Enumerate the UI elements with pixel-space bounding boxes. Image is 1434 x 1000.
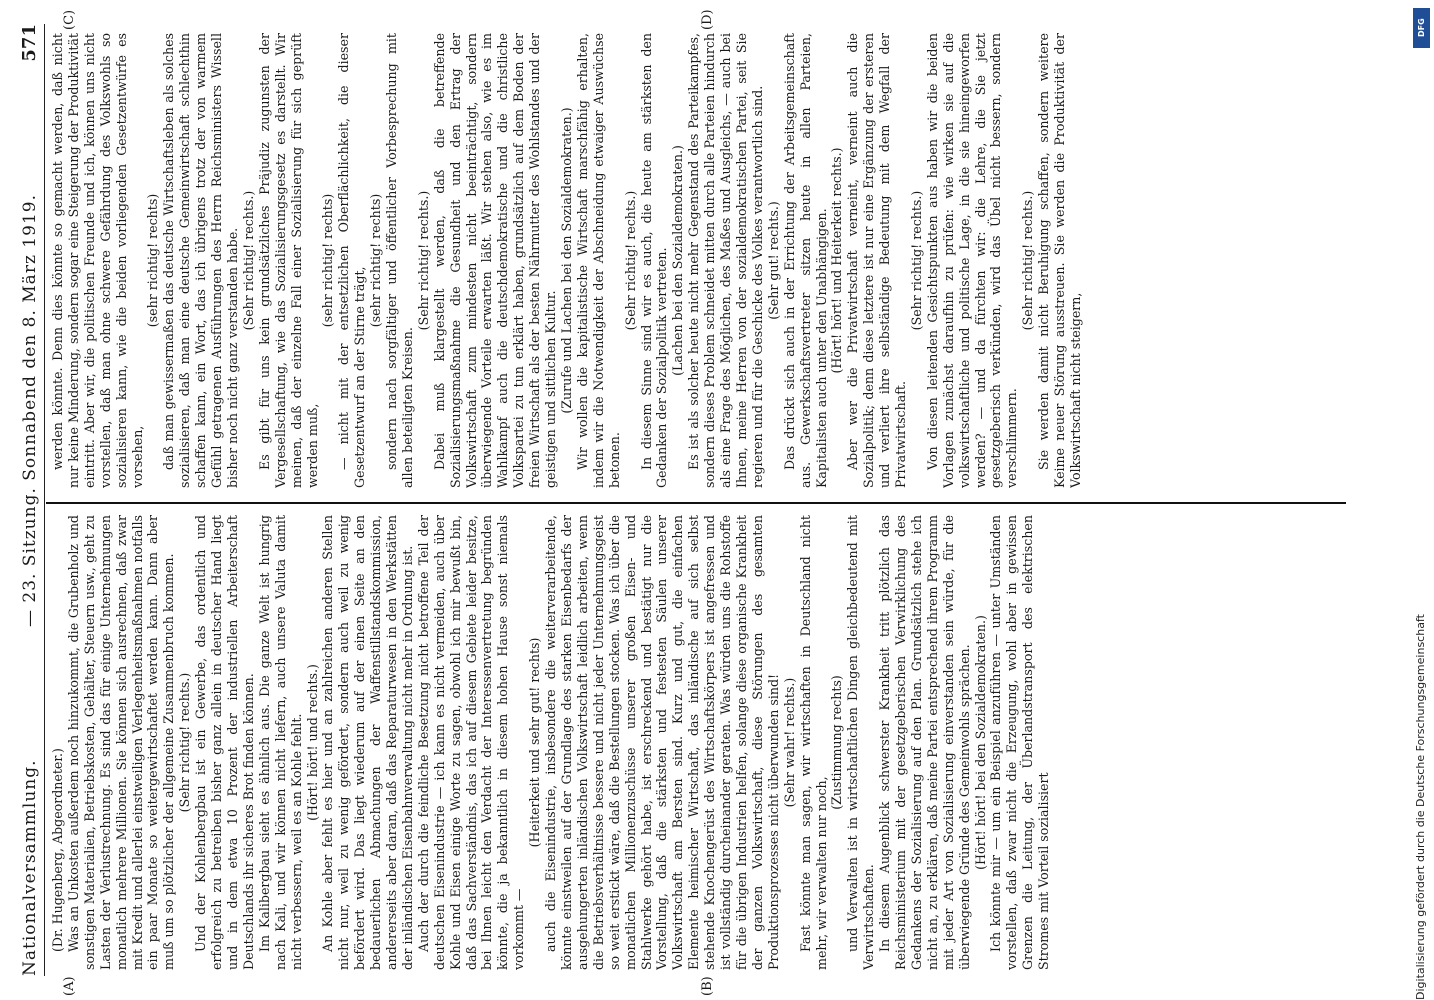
interjection: (Sehr gut! rechts.)	[765, 201, 781, 320]
paragraph: sondern nach sorgfältiger und öffentlicher Vorbesprechung mit allen beteiligten Kreisen.	[384, 33, 415, 488]
interjection: (Hört! hört! bei den Sozialdemokraten.)	[972, 615, 988, 870]
margin-marker-c: (C)	[62, 9, 77, 30]
paragraph: Es gibt für uns kein grundsätzliches Präjudiz zugunsten der Vergesellschaftung, wie das Sozialisierungsgesetz es darstellt. Wir meinen, daß der einzelne Fall einer Sozialisierung für sich geprüft werden muß,	[256, 33, 320, 488]
interjection: (sehr richtig! rechts)	[320, 193, 336, 328]
header-rule	[44, 24, 45, 976]
paragraph: werden könnte. Denn dies könnte so gemacht werden, daß nicht nur keine Minderung, sondern sogar eine Steigerung der Produktivität eintritt. Aber wir, die politischen Freunde und ich, können uns nicht vorstellen, daß man ohne schwere Gefährdung des Volkswohls so sozialisieren kann, wie die beiden vorliegenden Gesetzentwürfe es vorsehen,	[50, 33, 145, 488]
interjection: (sehr richtig! rechts)	[368, 193, 384, 328]
paragraph: Und der Kohlenbergbau ist ein Gewerbe, das ordentlich und erfolgreich zu betreiben bisher ganz allein in deutscher Hand liegt und in dem etwa 10 Prozent der industriellen Arbeiterschaft Deutschlands ihr sicheres Brot finden können.	[193, 515, 256, 970]
interjection: (Sehr richtig! rechts.)	[908, 190, 924, 331]
paragraph: daß man gewissermaßen das deutsche Wirtschaftsleben als solches sozialisieren, daß man eine deutsche Gemeinwirtschaft schlechthin schaffen kann, ein Wort, das ich übrigens trotz der von warmem Gefühl getragenen Ausführungen des Herrn Reichsministers Wissell bisher noch nicht ganz verstanden habe.	[161, 33, 240, 488]
margin-marker-a: (A)	[62, 976, 77, 996]
paragraph: Dabei muß klargestellt werden, daß die betreffende Sozialisierungsmaßnahme die Gesundheit und den Ertrag der Volkswirtschaft zum mindesten nicht beeinträchtigt, sondern überwiegende Vorteile erwarten läßt. Wir stehen also, wie es im Wahlkampf auch die deutschdemokratische und die christliche Volkspartei zu tun erklärt haben, grundsätzlich auf dem Boden der freien Wirtschaft als der besten Nährmutter des Wohlstandes und der geistigen und sittlichen Kultur.	[431, 33, 559, 488]
paragraph: An Kohle aber fehlt es hier und an zahlreichen anderen Stellen nicht nur, weil zu wenig gefördert, sondern auch weil zu wenig befördert wird. Das liegt wiederum auf der einen Seite an den bedauerlichen Abmachungen der Waffenstillstandskommission, andererseits aber daran, daß das Reparaturwesen in den Werkstätten der inländischen Eisenbahnverwaltung nicht mehr in Ordnung ist.	[320, 515, 415, 970]
interjection: (sehr richtig! rechts)	[145, 193, 161, 328]
paragraph: Auch der durch die feindliche Besetzung nicht betroffene Teil der deutschen Eisenindustrie — ich kann es nicht vermeiden, auch über Kohle und Eisen einige Worte zu sagen, obwohl ich mir bewußt bin, daß das Sachverständnis, das ich auf diesem Gebiete leider besitze, bei Ihnen leicht den Verdacht der Interessenvertretung begründen könnte, die ja bekanntlich in diesem hohen Hause sonst niemals vorkommt —	[415, 515, 527, 970]
interjection: (Sehr richtig! rechts.)	[177, 672, 193, 813]
interjection: (Sehr wahr! rechts.)	[781, 677, 797, 808]
interjection: (Heiterkeit und sehr gut! rechts)	[527, 637, 543, 848]
watermark-text: Digitalisierung gefördert durch die Deutsche Forschungsgemeinschaft	[1414, 614, 1427, 1000]
paragraph: Das drückt sich auch in der Errichtung der Arbeitsgemeinschaft aus. Gewerkschaftsvertreter sitzen heute in allen Parteien, Kapitalisten auch unter den Unabhängigen.	[781, 33, 829, 488]
paragraph: und Verwalten ist in wirtschaftlichen Dingen gleichbedeutend mit Verwirtschaften.	[845, 515, 877, 970]
interjection: (Hört! hört! und rechts.)	[304, 664, 320, 821]
interjection: (Sehr richtig! rechts.)	[622, 190, 638, 331]
right-column	[50, 33, 1346, 488]
paragraph: Es ist als solcher heute nicht mehr Gegenstand des Parteikampfes, sondern dieses Problem schneidet mitten durch alle Parteien hindurch als eine Frage des Möglichen, des Maßes und Ausgleichs, — auch bei Ihnen, meine Herren von der sozialdemokratischen Partei, seit Sie regieren und für die Geschicke des Volkes verantwortlich sind.	[686, 33, 765, 488]
paragraph: Fast könnte man sagen, wir wirtschaften in Deutschland nicht mehr, wir verwalten nur noch,	[797, 515, 829, 970]
paragraph: Ich könnte mir — um ein Beispiel anzuführen — unter Umständen vorstellen, daß zwar nicht die Erzeugung, wohl aber in gewissen Grenzen die Leitung, der Überlandstransport des elektrischen Stromes mit Vorteil sozialisiert	[988, 515, 1052, 970]
interjection: (Zurufe und Lachen bei den Sozialdemokraten.)	[559, 107, 574, 414]
paragraph: auch die Eisenindustrie, insbesondere die weiterverarbeitende, könnte einstweilen auf der Grundlage des starken Eisenbedarfs der ausgehungerten inländischen Volkswirtschaft leidlich arbeiten, wenn die Betriebsverhältnisse bessere und nicht jeder Unternehmungsgeist so weit erstickt wäre, daß die Bestellungen stocken. Was ich über die monatlichen Millionenzuschüsse unserer großen Eisen- und Stahlwerke gehört habe, ist erschreckend und bestätigt nur die Vorstellung, daß die stärksten und festesten Säulen unserer Volkswirtschaft am Bersten sind. Kurz und gut, die einfachen Elemente heimischer Wirtschaft, das inländische auf sich selbst stehende Knochengerüst des Wirtschaftskörpers ist angefressen und ist vollständig durcheinander geraten. Was würden uns die Rohstoffe für die übrigen Industrien helfen, solange diese organische Krankheit der ganzen Volkswirtschaft, diese Störungen des gesamten Produktionsprozesses nicht überwunden sind!	[543, 515, 781, 970]
column-divider	[46, 502, 1346, 504]
paragraph: Wir wollen die kapitalistische Wirtschaft marschfähig erhalten, indem wir die Notwendigkeit der Abschneidung etwaiger Auswüchse betonen.	[574, 33, 622, 488]
interjection: (Sehr richtig! rechts.)	[240, 190, 256, 331]
margin-marker-d: (D)	[700, 9, 715, 30]
interjection: (Sehr richtig! rechts.)	[1020, 190, 1036, 331]
paragraph: Im Kalibergbau sieht es ähnlich aus. Die ganze Welt ist hungrig nach Kali, und wir können nicht liefern, auch unsere Valuta damit nicht verbessern, weil es an Kohle fehlt.	[256, 515, 304, 970]
header-session-date: — 23. Sitzung. Sonnabend den 8. März 1919.	[20, 194, 40, 628]
paragraph: (Dr. Hugenberg, Abgeordneter.)	[50, 748, 65, 952]
paragraph: — nicht mit der entsetzlichen Oberflächlichkeit, die dieser Gesetzentwurf an der Stirne trägt,	[336, 33, 368, 488]
header-title: Nationalversammlung.	[20, 759, 40, 976]
page-number: 571	[19, 24, 40, 62]
digitization-watermark	[1408, 0, 1434, 1000]
page-header	[10, 24, 40, 976]
paragraph: Von diesen leitenden Gesichtspunkten aus haben wir die beiden Vorlagen zunächst daraufhin zu prüfen: wie wirken sie auf die volkswirtschaftliche und politische Lage, in die sie hineingeworfen werden? — und da fürchten wir: die Lehre, die Sie jetzt gesetzgeberisch verkünden, wird das Übel nicht bessern, sondern verschlimmern.	[924, 33, 1020, 488]
paragraph: In diesem Sinne sind wir es auch, die heute am stärksten den Gedanken der Sozialpolitik vertreten.	[638, 33, 670, 488]
interjection: (Hört! hört! und Heiterkeit rechts.)	[829, 147, 845, 374]
dfg-logo-icon: DFG	[1413, 8, 1430, 48]
left-column	[50, 515, 1346, 970]
paragraph: Sie werden damit nicht Beruhigung schaffen, sondern weitere Keime neuer Störung ausstreuen. Sie werden die Produktivität der Volkswirtschaft nicht steigern,	[1036, 33, 1083, 488]
paragraph: Aber wer die Privatwirtschaft verneint, verneint auch die Sozialpolitik; denn diese letztere ist nur eine Ergänzung der ersteren und verliert ihre selbständige Bedeutung mit dem Wegfall der Privatwirtschaft.	[845, 33, 909, 488]
interjection: (Lachen bei den Sozialdemokraten.)	[670, 145, 686, 376]
interjection: (Zustimmung rechts)	[829, 675, 845, 810]
margin-marker-b: (B)	[700, 976, 715, 996]
paragraph: Was an Unkosten außerdem noch hinzukommt, die Grubenholz und sonstigen Materialien, Betriebskosten, Gehälter, Steuern usw., geht zu Lasten der Verlustrechnung. Es sind das für einige Unternehmungen monatlich mehrere Millionen. Sie können sich ausrechnen, daß zwar mit Kredit und allerlei einstweiligen Verlegenheitsmaßnahmen notfalls ein paar Monate so weitergewirtschaftet werden kann. Dann aber muß um so plötzlicher der allgemeine Zusammenbruch kommen.	[65, 515, 177, 970]
paragraph: In diesem Augenblick schwerster Krankheit tritt plötzlich das Reichsministerium mit der gesetzgeberischen Verwirklichung des Gedankens der Sozialisierung auf den Plan. Grundsätzlich stehe ich nicht an, zu erklären, daß meine Partei entsprechend ihrem Programm mit jeder Art von Sozialisierung einverstanden sein würde, für die überwiegende Gründe des Gemeinwohls sprächen.	[877, 515, 972, 970]
interjection: (Sehr richtig! rechts.)	[415, 190, 431, 331]
